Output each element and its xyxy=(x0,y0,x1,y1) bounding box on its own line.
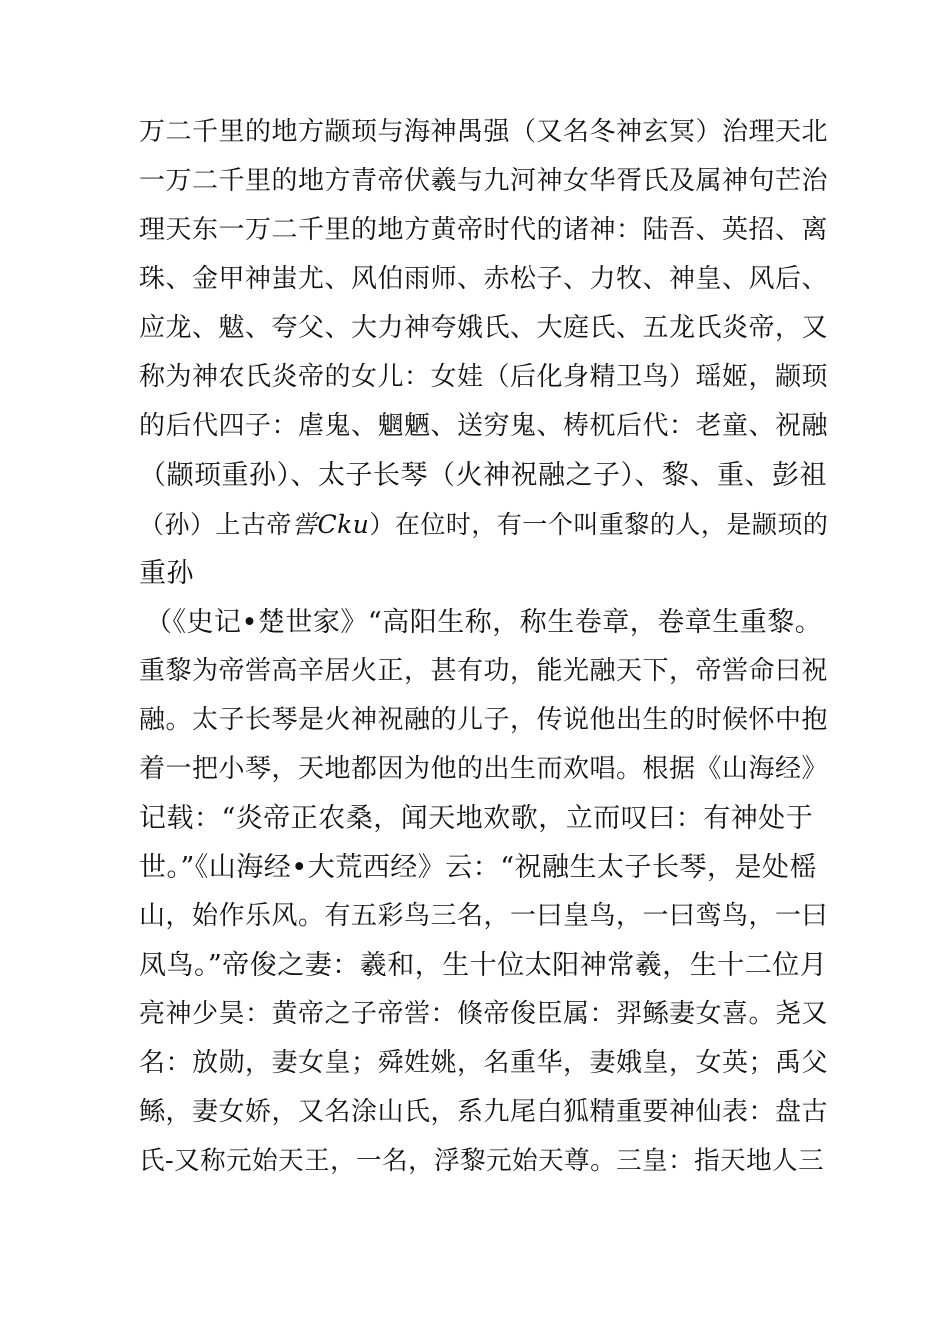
text-line: 山，始作乐风。有五彩鸟三名，一曰皇鸟，一曰鸾鸟，一曰 xyxy=(139,901,829,931)
text-line: 理天东一万二千里的地方黄帝时代的诸神：陆吾、英招、离 xyxy=(139,215,829,245)
text-line: 名：放勋，妻女皇；舜姓姚，名重华，妻娥皇，女英；禹父 xyxy=(139,1048,829,1078)
text-line: 记载：“炎帝正农桑，闻天地欢歌，立而叹曰：有神处于 xyxy=(139,803,814,834)
text-line: 重孙 xyxy=(139,558,194,589)
text-line: 万二千里的地方颛顼与海神禺强（又名冬神玄冥）治理天北 xyxy=(139,117,829,147)
body-text xyxy=(139,108,829,1186)
text-line: 珠、金甲神蚩尤、风伯雨师、赤松子、力牧、神皇、风后、 xyxy=(139,264,829,294)
text-line: （《史记•楚世家》“高阳生称，称生卷章，卷章生重黎。 xyxy=(145,607,823,638)
text-line: （颛顼重孙）、太子长琴（火神祝融之子）、黎、重、彭祖 xyxy=(139,460,827,491)
text-segment: （孙）上古帝 xyxy=(139,510,293,539)
italic-segment: 喾Cku xyxy=(292,510,370,539)
text-line: 的后代四子：虐鬼、魍魉、送穷鬼、梼杌后代：老童、祝融 xyxy=(139,411,829,441)
text-line xyxy=(139,500,829,549)
text-line: 着一把小琴，天地都因为他的出生而欢唱。根据《山海经》 xyxy=(139,754,829,784)
text-line: 称为神农氏炎帝的女儿：女娃（后化身精卫鸟）瑶姬，颛顼 xyxy=(139,362,829,392)
text-line: 融。太子长琴是火神祝融的儿子，传说他出生的时候怀中抱 xyxy=(139,705,829,735)
text-line: 亮神少昊：黄帝之子帝喾：倏帝俊臣属：羿鲧妻女喜。尧又 xyxy=(139,999,829,1029)
text-line: 世。”《山海经•大荒西经》云：“祝融生太子长琴，是处榣 xyxy=(139,852,818,883)
text-line: 凤鸟。”帝俊之妻：羲和，生十位太阳神常羲，生十二位月 xyxy=(139,950,828,981)
text-line: 应龙、魃、夸父、大力神夸娥氏、大庭氏、五龙氏炎帝，又 xyxy=(139,313,829,343)
text-line: 氏-又称元始天王，一名，浮黎元始天尊。三皇：指天地人三 xyxy=(139,1146,825,1176)
text-line: 重黎为帝喾高辛居火正，甚有功，能光融天下，帝喾命曰祝 xyxy=(139,656,829,686)
text-line: 鲧，妻女娇，又名涂山氏，系九尾白狐精重要神仙表：盘古 xyxy=(139,1097,829,1127)
text-line: 一万二千里的地方青帝伏羲与九河神女华胥氏及属神句芒治 xyxy=(139,166,829,196)
text-segment: ）在位时，有一个叫重黎的人，是颛顼的 xyxy=(369,510,829,539)
